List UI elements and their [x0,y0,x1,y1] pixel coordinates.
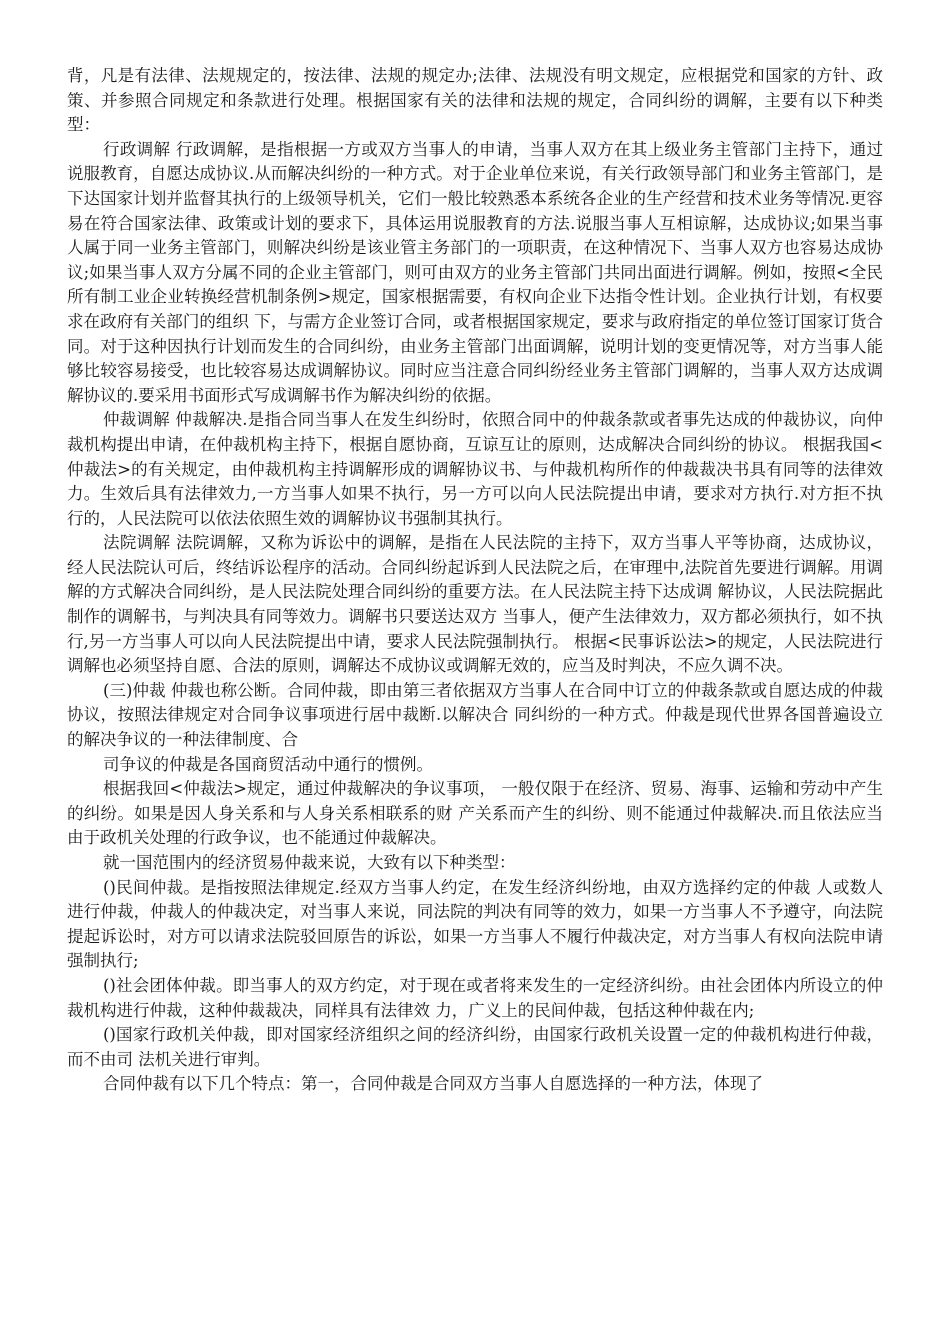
document-page [67,64,883,1097]
paragraph-arbitration: (三)仲裁 仲裁也称公断。合同仲裁，即由第三者依据双方当事人在合同中订立的仲裁条款或自愿达成的仲裁协议，按照法律规定对合同争议事项进行居中裁断.以解决合 同纠纷的一种方式。仲裁是现代世界各国普遍设立的解决争议的一种法律制度、合 [67,680,883,750]
paragraph-arbitration-law: 根据我回<仲裁法>规定，通过仲裁解决的争议事项， 一般仅限于在经济、贸易、海事、运输和劳动中产生的纠纷。如果是因人身关系和与人身关系相联系的财 产关系而产生的纠纷、则不能通过仲裁解决.而且依法应当由于政机关处理的行政争议，也不能通过仲裁解决。 [67,779,883,848]
paragraph-arbitration-continued: 司争议的仲裁是各国商贸活动中通行的惯例。 [103,754,433,774]
paragraph-administrative-arbitration: ()国家行政机关仲裁，即对国家经济组织之间的经济纠纷，由国家行政机关设置一定的仲裁机构进行仲裁，而不由司 法机关进行审判。 [67,1025,883,1069]
paragraph-arbitration-features: 合同仲裁有以下几个特点：第一，合同仲裁是合同双方当事人自愿选择的一种方法，体现了 [103,1074,763,1094]
paragraph-court-mediation: 法院调解 法院调解，又称为诉讼中的调解，是指在人民法院的主持下，双方当事人平等协商，达成协议，经人民法院认可后，终结诉讼程序的活动。合同纠纷起诉到人民法院之后，在审理中,法院首先要进行调解。用调解的方式解决合同纠纷，是人民法院处理合同纠纷的重要方法。在人民法院主持下达成调 解协议，人民法院据此制作的调解书，与判决具有同等效力。调解书只要送达双方 当事人，便产生法律效力，双方都必须执行，如不执行,另一方当事人可以向人民法院提出中请，要求人民法院强制执行。 根据<民事诉讼法>的规定，人民法院进行调解也必须坚持自愿、合法的原则，调解达不成协议或调解无效的，应当及时判决，不应久调不决。 [67,533,883,676]
paragraph-administrative-mediation: 行政调解 行政调解，是指根据一方或双方当事人的申请，当事人双方在其上级业务主管部门主持下，通过说服教育，自愿达成协议.从而解决纠纷的一种方式。对于企业单位来说，有关行政领导部门和业务主管部门，是下达国家计划并监督其执行的上级领导机关，它们一般比较熟悉本系统各企业的生产经营和技术业务等情况.更容易在符合国家法律、政策或计划的要求下，具体运用说服教育的方法.说服当事人互相谅解，达成协议;如果当事人属于同一业务主管部门，则解决纠纷是该业管主务部门的一项职责，在这种情况下、当事人双方也容易达成协议;如果当事人双方分属不同的企业主管部门，则可由双方的业务主管部门共同出面进行调解。例如，按照<全民所有制工业企业转换经营机制条例>规定，国家根据需要，有权向企业下达指令性计划。企业执行计划，有权要求在政府有关部门的组织 下，与需方企业签订合同，或者根据国家规定，要求与政府指定的单位签订国家订货合同。对于这种因执行计划而发生的合同纠纷，由业务主管部门出面调解，说明计划的变更情况等，对方当事人能够比较容易接受，也比较容易达成调解协议。同时应当注意合同纠纷经业务主管部门调解的，当事人双方达成调解协议的.要采用书面形式写成调解书作为解决纠纷的依据。 [67,139,883,405]
paragraph-civil-arbitration: ()民间仲裁。是指按照法律规定.经双方当事人约定，在发生经济纠纷地，由双方选择约定的仲裁 人或数人进行仲裁，仲裁人的仲裁决定，对当事人来说，同法院的判决有同等的效力，如果一方当事人不予遵守，向法院提起诉讼时，对方可以请求法院驳回原告的诉讼，如果一方当事人不履行仲裁决定，对方当事人有权向法院申请强制执行; [67,877,883,971]
paragraph-arbitration-types: 就一国范围内的经济贸易仲裁来说，大致有以下种类型： [103,853,516,872]
paragraph-intro: 背，凡是有法律、法规规定的，按法律、法规的规定办;法律、法规没有明文规定，应根据党和国家的方针、政策、并参照合同规定和条款进行处理。根据国家有关的法律和法规的规定，合同纠纷的调解，主要有以下种类型： [67,66,883,135]
paragraph-arbitration-mediation: 仲裁调解 仲裁解决.是指合同当事人在发生纠纷时，依照合同中的仲裁条款或者事先达成的仲裁协议，向仲裁机构提出申请，在仲裁机构主持下，根据自愿协商，互谅互让的原则，达成解决合同纠纷的协议。 根据我国<仲裁法>的有关规定，由仲裁机构主持调解形成的调解协议书、与仲裁机构所作的仲裁裁决书具有同等的法律效力。生效后具有法律效力,一方当事人如果不执行，另一方可以向人民法院提出申请，要求对方执行.对方拒不执行的，人民法院可以依法依照生效的调解协议书强制其执行。 [67,410,883,528]
paragraph-social-group-arbitration: ()社会团体仲裁。即当事人的双方约定，对于现在或者将来发生的一定经济纠纷。由社会团体内所设立的仲裁机构进行仲裁，这种仲裁裁决，同样具有法律效 力，广义上的民间仲裁，包括这种仲裁在内; [67,975,883,1020]
